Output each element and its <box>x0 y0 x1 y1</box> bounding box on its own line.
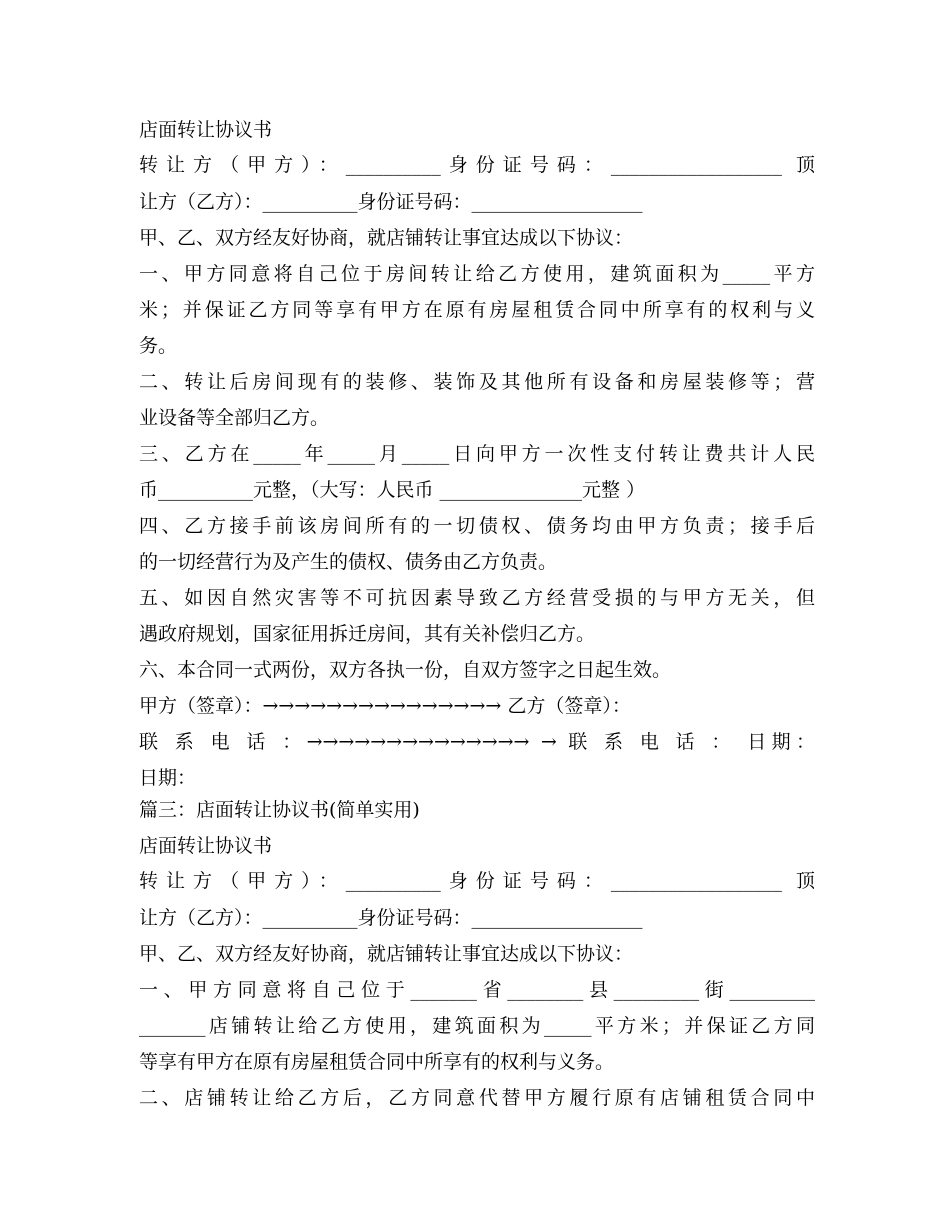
doc-line: 转让方（甲方）：__________身份证号码：__________________ 顶 <box>139 870 815 892</box>
doc-line: 的一切经营行为及产生的债权、债务由乙方负责。 <box>139 551 558 573</box>
doc-line: 三、乙方在_____年_____月_____日向甲方一次性支付转让费共计人民 <box>139 443 815 465</box>
doc-line: _______店铺转让给乙方使用，建筑面积为_____平方米；并保证乙方同 <box>139 1015 815 1037</box>
doc-line: 甲、乙、双方经友好协商，就店铺转让事宜达成以下协议： <box>139 227 634 249</box>
doc-line: 让方（乙方）：__________身份证号码：__________________ <box>139 907 643 929</box>
doc-line: 等享有甲方在原有房屋租赁合同中所享有的权利与义务。 <box>139 1051 615 1073</box>
doc-line: 二、店铺转让给乙方后，乙方同意代替甲方履行原有店铺租赁合同中 <box>139 1087 815 1109</box>
doc-title: 店面转让协议书 <box>139 835 273 857</box>
doc-line: 日期： <box>139 767 197 789</box>
doc-line: 四、乙方接手前该房间所有的一切债权、债务均由甲方负责；接手后 <box>139 515 815 537</box>
section-heading: 篇三：店面转让协议书(简单实用) <box>139 799 420 821</box>
doc-line: 联 系 电 话 ：→→→→→→→→→→→→→→ → 联 系 电 话 ： 日期： <box>139 731 815 753</box>
doc-line: 甲、乙、双方经友好协商，就店铺转让事宜达成以下协议： <box>139 943 634 965</box>
doc-line: 业设备等全部归乙方。 <box>139 407 330 429</box>
doc-line: 六、本合同一式两份，双方各执一份，自双方签字之日起生效。 <box>139 659 672 681</box>
doc-line: 二、转让后房间现有的装修、装饰及其他所有设备和房屋装修等；营 <box>139 371 815 393</box>
doc-line: 五、如因自然灾害等不可抗因素导致乙方经营受损的与甲方无关，但 <box>139 587 815 609</box>
doc-line: 米；并保证乙方同等享有甲方在原有房屋租赁合同中所享有的权利与义 <box>139 299 815 321</box>
doc-line: 务。 <box>139 335 178 357</box>
doc-line: 遇政府规划，国家征用拆迁房间，其有关补偿归乙方。 <box>139 623 596 645</box>
doc-title: 店面转让协议书 <box>139 119 273 141</box>
doc-line: 一、甲方同意将自己位于房间转让给乙方使用，建筑面积为_____平方 <box>139 263 815 285</box>
doc-line: 甲方（签章）：→→→→→→→→→→→→→→→ 乙方（签章）： <box>139 695 631 717</box>
doc-line: 一、甲方同意将自己位于_______省________县_________街_________ <box>139 979 815 1001</box>
doc-line: 转让方（甲方）：__________身份证号码：__________________ 顶 <box>139 154 815 176</box>
doc-line: 让方（乙方）：__________身份证号码：__________________ <box>139 191 643 213</box>
doc-line: 币__________元整，（大写：人民币 _______________元整 ） <box>139 479 646 501</box>
